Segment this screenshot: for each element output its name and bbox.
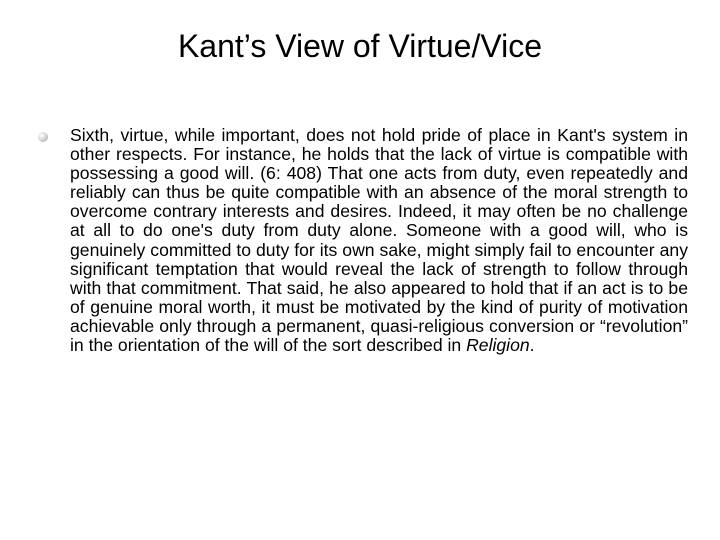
bullet-text: [70, 126, 688, 355]
italic-book-title: Religion: [466, 335, 530, 356]
bullet-icon: [38, 132, 48, 142]
bullet-text-end: .: [529, 335, 535, 356]
bullet-text-main: Sixth, virtue, while important, does not hold pride of place in Kant's system in other respects. For instance, he holds that the lack of virtue is compatible with possessing a good will. (6: 408) That one acts from duty, even repeatedly and reliably can thus be quite compatible with an absence of the moral strength to overcome contrary interests and desires. Indeed, it may often be no challenge at all to do one's duty from duty alone. Someone with a good will, who is genuinely committed to duty for its own sake, might simply fail to encounter any significant temptation that would reveal the lack of strength to follow through with that commitment. That said, he also appeared to hold that if an act is to be of genuine moral worth, it must be motivated by the kind of purity of motivation achievable only through a permanent, quasi-religious conversion or “revolution” in the orientation of the will of the sort described in: [70, 125, 688, 356]
slide-title: Kant’s View of Virtue/Vice: [177, 28, 543, 64]
